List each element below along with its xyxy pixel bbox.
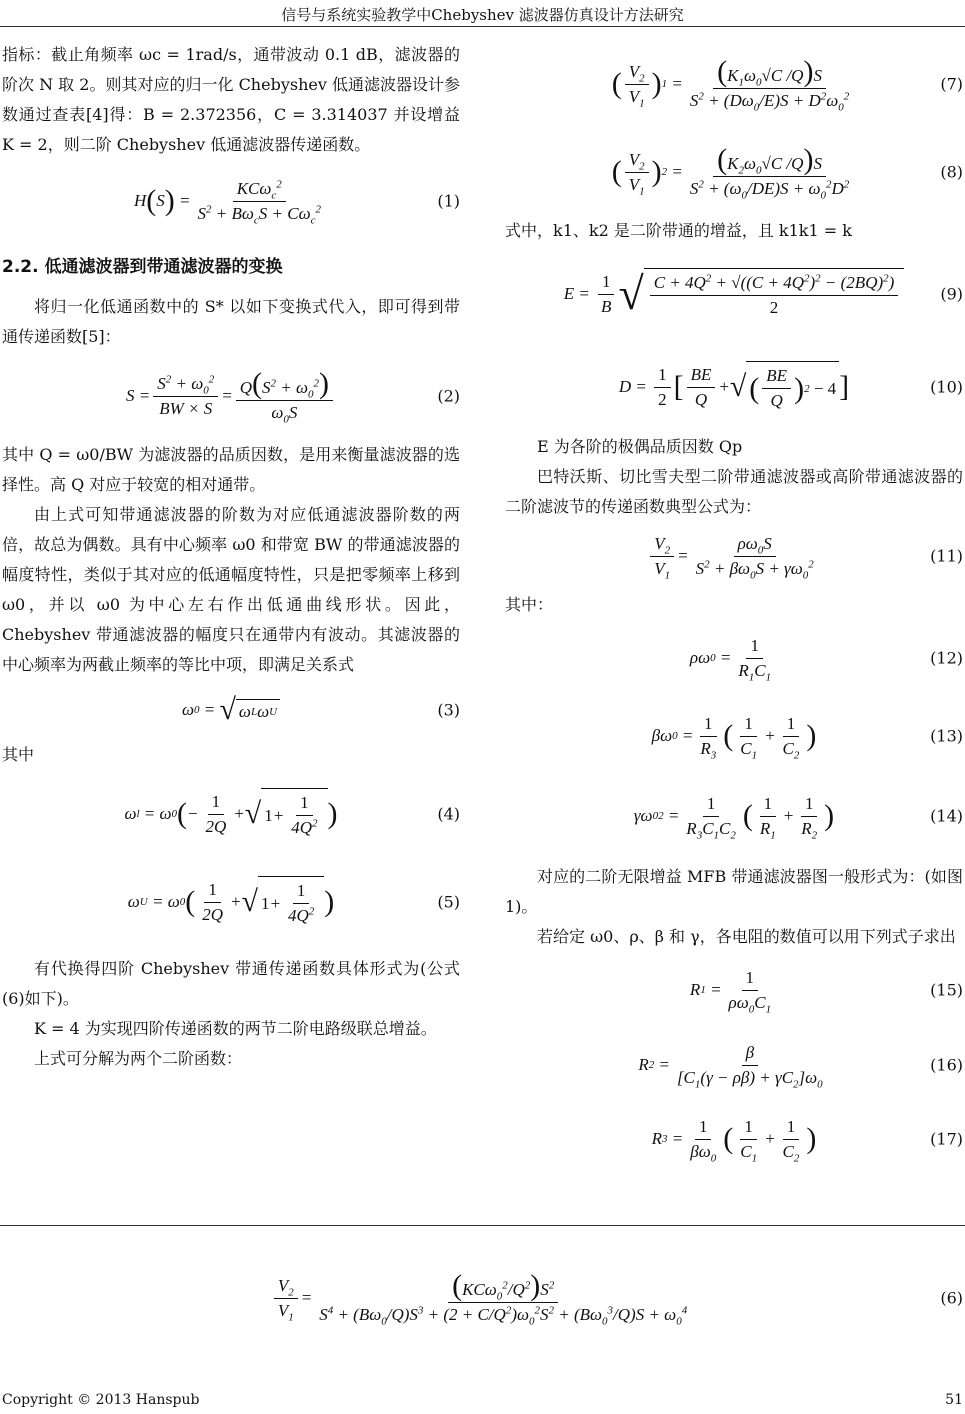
running-header: 信号与系统实验教学中Chebyshev 滤波器仿真设计方法研究 bbox=[281, 6, 684, 24]
equation-number: (12) bbox=[930, 648, 963, 668]
equation-number: (11) bbox=[930, 546, 963, 566]
equation-15: R 1 = $\frac{1}{\rho\omega_0C_1}$ (15) bbox=[689, 967, 963, 1015]
left-column bbox=[2, 40, 460, 1074]
paragraph-resistors: 若给定 ω0、ρ、β 和 γ，各电阻的数值可以用下列式子求出 bbox=[537, 927, 956, 946]
equation-number: (17) bbox=[930, 1129, 963, 1149]
equation-6: $\frac{V_2}{V_1}$ = $\frac{(KC\omega_0^2/Q^2)S^2}{S^4 + (B\omega_0/Q)S^3 + (2 + C/Q^2)\omega_0^2S^2 + (B\omega_0^3/Q)S + \omega_0^4}$ (6) bbox=[0, 1252, 965, 1344]
equation-number: (1) bbox=[437, 191, 460, 211]
copyright: Copyright © 2013 Hanspub bbox=[2, 1392, 200, 1408]
equation-5: ω U = ω 0 ( $\frac{1}{2Q}$ + √ 1 + $\frac{1}{4Q^2}$ ) (5) bbox=[2, 858, 460, 946]
paragraph-where-right: 其中： bbox=[505, 595, 554, 614]
equation-12: ρω 0 = $\frac{1}{R_1C_1}$ (12) bbox=[689, 635, 963, 683]
header-rule bbox=[0, 26, 965, 27]
equation-number: (16) bbox=[930, 1055, 963, 1075]
equation-16: R 2 = $\frac{\beta}{[C_1(\gamma - \rho\beta) + \gamma C_2]\omega_0}$ (16) bbox=[638, 1042, 963, 1090]
paragraph-mfb: 对应的二阶无限增益 MFB 带通滤波器图一般形式为：(如图 1)。 bbox=[505, 867, 963, 916]
equation-number: (2) bbox=[437, 386, 460, 406]
equation-3: ω 0 = √ ω L ω U (3) bbox=[181, 693, 460, 726]
equation-2: S = $\frac{S^2 + \omega_0^2}{BW \times S}$ = $\frac{Q(S^2 + \omega_0^2)}{\omega_0S}$ (2) bbox=[126, 366, 460, 425]
equation-11: $\frac{V_2}{V_1}$ = $\frac{\rho\omega_0S}{S^2 + \beta\omega_0S + \gamma\omega_0^2}$ (11) bbox=[505, 522, 963, 590]
equation-14: γω 0 2 = $\frac{1}{R_3C_1C_2}$ ( $\frac{1}{R_1}$ + $\frac{1}{R_2}$ ) (14) bbox=[633, 793, 963, 841]
page-number: 51 bbox=[945, 1392, 963, 1408]
equation-4: ω l = ω 0 ( − $\frac{1}{2Q}$ + √ 1 + $\frac{1}{4Q^2}$ ) (4) bbox=[2, 770, 460, 858]
equation-number: (4) bbox=[437, 804, 460, 824]
equation-number: (7) bbox=[940, 74, 963, 94]
right-column bbox=[505, 40, 963, 1176]
equation-number: (5) bbox=[437, 892, 460, 912]
paragraph-typical-form: 巴特沃斯、切比雪夫型二阶带通滤波器或高阶带通滤波器的二阶滤波节的传递函数典型公式为： bbox=[505, 467, 963, 516]
paragraph-gain: K = 4 为实现四阶传递函数的两节二阶电路级联总增益。 bbox=[34, 1019, 437, 1038]
equation-number: (13) bbox=[930, 726, 963, 746]
paragraph-fourth-order: 有代换得四阶 Chebyshev 带通传递函数具体形式为(公式(6)如下)。 bbox=[2, 959, 460, 1008]
paragraph-k-gains: 式中，k1、k2 是二阶带通的增益，且 k1k1 = k bbox=[505, 221, 852, 240]
paragraph-q-factor: 其中 Q = ω0/BW 为滤波器的品质因数，是用来衡量滤波器的选择性。高 Q 对应于较宽的相对通带。 bbox=[2, 445, 460, 494]
equation-number: (8) bbox=[940, 162, 963, 182]
paragraph-where: 其中 bbox=[2, 745, 35, 764]
equation-rule bbox=[0, 1225, 965, 1226]
equation-number: (6) bbox=[940, 1288, 963, 1308]
section-heading: 2.2. 低通滤波器到带通滤波器的变换 bbox=[2, 257, 283, 277]
equation-number: (9) bbox=[940, 284, 963, 304]
equation-6-block bbox=[0, 1252, 965, 1344]
equation-10: D = $\frac{1}{2}$ [ $\frac{BE}{Q}$ + √ ( $\frac{BE}{Q}$ ) 2 − 4 ] (10) bbox=[505, 342, 963, 432]
equation-number: (10) bbox=[930, 377, 963, 397]
paragraph-spec: 指标：截止角频率 ωc = 1rad/s，通带波动 0.1 dB，滤波器的阶次 N 取 2。则其对应的归一化 Chebyshev 低通滤波器设计参数通过查表[4]得：B = 2.372356，C = 3.314037 并设增益 K = 2，则二阶 Chebyshev 低通滤波器传递函数。 bbox=[2, 45, 460, 154]
paragraph-decompose: 上式可分解为两个二阶函数： bbox=[34, 1049, 243, 1068]
paragraph-transform: 将归一化低通函数中的 S* 以如下变换式代入，即可得到带通传递函数[5]： bbox=[2, 297, 460, 346]
equation-number: (15) bbox=[930, 980, 963, 1000]
equation-8: ( $\frac{V_2}{V_1}$ ) 2 = $\frac{(K_2\omega_0√C /Q)S}{S^2 + (\omega_0/DE)S + \omega_0^2D^2}$ (8) bbox=[611, 142, 963, 201]
equation-1: H ( S ) = $\frac{KC\omega_c^2}{S^2 + B\omega_cS + C\omega_c^2}$ (1) bbox=[134, 177, 460, 226]
equation-13: βω 0 = $\frac{1}{R_3}$ ( $\frac{1}{C_1}$ + $\frac{1}{C_2}$ ) (13) bbox=[651, 713, 963, 761]
paragraph-e-factor: E 为各阶的极偶品质因数 Qp bbox=[537, 437, 743, 456]
equation-number: (3) bbox=[437, 700, 460, 720]
paragraph-bandpass: 由上式可知带通滤波器的阶数为对应低通滤波器阶数的两倍，故总为偶数。具有中心频率 ω0 和带宽 BW 的带通滤波器的幅度特性，类似于其对应的低通幅度特性，只是把零频率上移到 ω0，并以 ω0 为中心左右作出低通曲线形状。因此，Chebyshev 带通滤波器的幅度只在通带内有波动。其滤波器的中心频率为两截止频率的等比中项，即满足关系式 bbox=[2, 505, 460, 674]
equation-number: (14) bbox=[930, 806, 963, 826]
equation-9: E = $\frac{1}{B}$ √ $\frac{C + 4Q^2 + √((C + 4Q^2)^2 - (2BQ)^2)}{2}$ (9) bbox=[563, 268, 963, 319]
equation-17: R 3 = $\frac{1}{\beta\omega_0}$ ( $\frac{1}{C_1}$ + $\frac{1}{C_2}$ ) (17) bbox=[651, 1116, 963, 1164]
equation-7: ( $\frac{V_2}{V_1}$ ) 1 = $\frac{(K_1\omega_0√C /Q)S}{S^2 + (D\omega_0/E)S + D^2\omega_0^2}$ (7) bbox=[611, 54, 963, 113]
